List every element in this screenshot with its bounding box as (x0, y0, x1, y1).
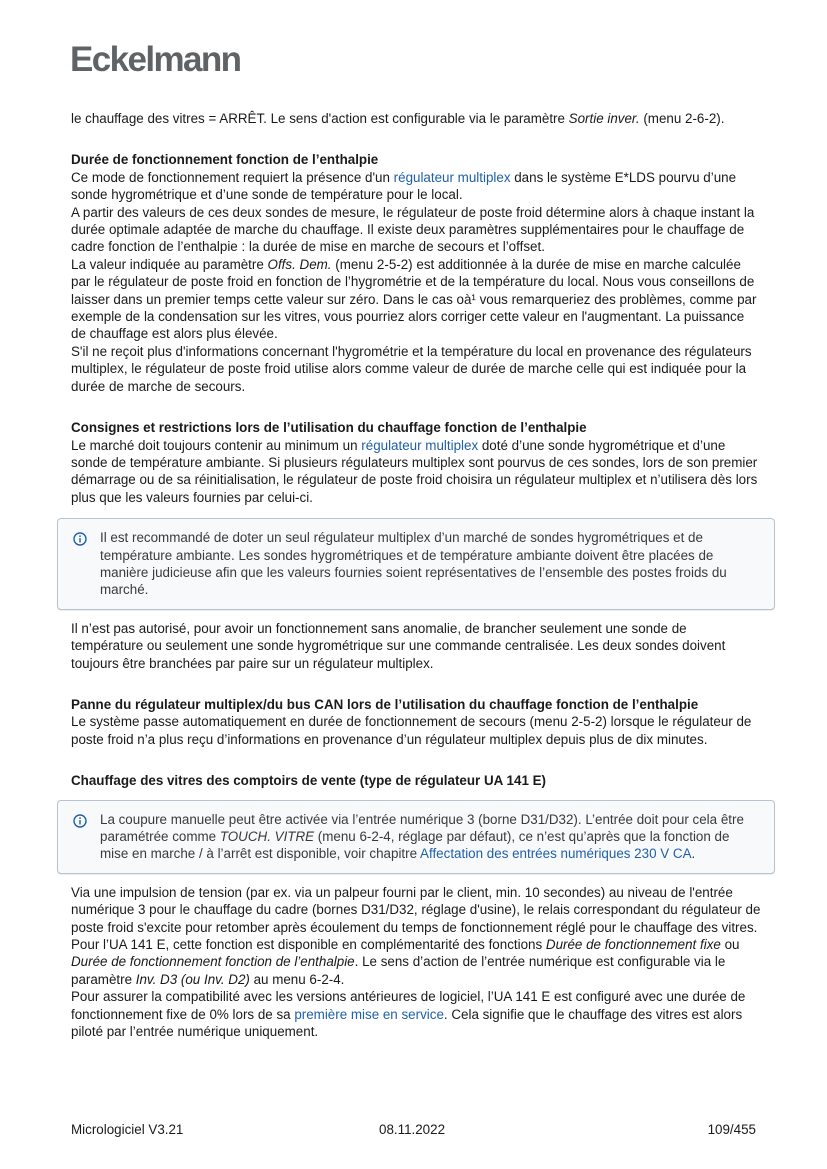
paragraph: La valeur indiquée au paramètre Offs. Dem. (menu 2-5-2) est additionnée à la durée de mise en marche calculée par le régulateur de poste froid en fonction de l’hygrométrie et de la température du local. Nous vous conseillons de laisser dans un premier temps cette valeur sur zéro. Dans le cas oà¹ vous remarqueriez des problèmes, comme par exemple de la condensation sur les vitres, vous pourriez alors corriger cette valeur en l'augmentant. La puissance de chauffage est alors plus élevée. (71, 256, 757, 342)
param-touch-vitre: TOUCH. VITRE (219, 829, 315, 844)
paragraph: A partir des valeurs de ces deux sondes de mesure, le régulateur de poste froid détermine alors à chaque instant la durée optimale adaptée de marche du chauffage. Il existe deux paramètres supplémentaires pour le chauffage de cadre fonction de l’enthalpie : la durée de mise en marche de secours et l’offset. (71, 204, 755, 255)
info-note (57, 518, 775, 610)
link-premiere-mise-en-service[interactable]: première mise en service (294, 1006, 444, 1022)
paragraph: Ce mode de fonctionnement requiert la présence d'un régulateur multiplex dans le système E*LDS pourvu d’une sonde hygrométrique et d’une sonde de température pour le local. (71, 169, 737, 203)
section-heading-consignes: Consignes et restrictions lors de l’utilisation du chauffage fonction de l’enthalpie (71, 420, 587, 436)
paragraph: Via une impulsion de tension (par ex. via un palpeur fourni par le client, min. 10 secondes) au niveau de l'entrée numérique 3 pour le chauffage du cadre (bornes D31/D32, réglage d'usine), le relais correspondant du régulateur de poste froid s'excite pour retomber après écoulement du temps de fonctionnement réglé pour le chauffage des vitres. Pour l’UA 141 E, cette fonction est disponible en complémentarité des fonctions Durée de fonctionnement fixe ou Durée de fonctionnement fonction de l’enthalpie. Le sens d’action de l’entrée numérique est configurable via le paramètre Inv. D3 (ou Inv. D2) au menu 6-2-4. (71, 884, 761, 987)
paragraph: Le système passe automatiquement en durée de fonctionnement de secours (menu 2-5-2) lorsque le régulateur de poste froid n’a plus reçu d’informations en provenance d’un régulateur multiplex depuis plus de dix minutes. (71, 714, 752, 747)
footer-page-number: 109/455 (707, 1122, 756, 1137)
footer-date: 08.11.2022 (379, 1122, 446, 1137)
param-sortie-inver: Sortie inver. (568, 111, 640, 126)
paragraph: Le marché doit toujours contenir au minimum un régulateur multiplex doté d’une sonde hygrométrique et d’une sonde de température ambiante. Si plusieurs régulateurs multiplex sont pourvus de ces sondes, lors de son premier démarrage ou de sa réinitialisation, le régulateur de poste froid choisira un régulateur multiplex et n’utilisera dès lors plus que les valeurs fournies par celui-ci. (71, 437, 758, 505)
note-text: La coupure manuelle peut être activée via l’entrée numérique 3 (borne D31/D32). L’entrée doit pour cela être paramétrée comme TOUCH. VITRE (menu 6-2-4, réglage par défaut), ce n’est qu’après que la fonction de mise en marche / à l’arrêt est disponible, voir chapitre Affectation des entrées numériques 230 V CA. (100, 811, 744, 862)
section-heading-panne: Panne du régulateur multiplex/du bus CAN lors de l’utilisation du chauffage fonction de l’enthalpie (71, 696, 699, 712)
info-icon (73, 814, 87, 828)
link-regulateur-multiplex[interactable]: régulateur multiplex (393, 169, 511, 185)
eckelmann-logo: Eckelmann (70, 40, 241, 79)
param-offs-dem: Offs. Dem. (267, 256, 332, 272)
paragraph: Pour assurer la compatibilité avec les versions antérieures de logiciel, l’UA 141 E est configuré avec une durée de fonctionnement fixe de 0% lors de sa première mise en service. Cela signifie que le chauffage des vitres est alors piloté par l’entrée numérique uniquement. (71, 989, 746, 1040)
section-heading-chauffage-vitres: Chauffage des vitres des comptoirs de vente (type de régulateur UA 141 E) (71, 773, 547, 789)
paragraph: Il n’est pas autorisé, pour avoir un fonctionnement sans anomalie, de brancher seulement une sonde de température ou seulement une sonde hygrométrique sur une commande centralisée. Les deux sondes doivent toujours être branchées par paire sur un régulateur multiplex. (71, 620, 726, 671)
intro-paragraph: le chauffage des vitres = ARRÊT. Le sens d'action est configurable via le paramètre Sortie inver. (menu 2-6-2). (71, 111, 725, 126)
document-body (71, 110, 761, 1040)
link-affectation-entrees[interactable]: Affectation des entrées numériques 230 V CA (420, 846, 692, 862)
info-note (57, 800, 775, 874)
footer-firmware-version: Micrologiciel V3.21 (71, 1122, 184, 1137)
paragraph: S'il ne reçoit plus d'informations concernant l'hygrométrie et la température du local en provenance des régulateurs multiplex, le régulateur de poste froid utilise alors comme valeur de durée de marche celle qui est indiquée pour la durée de marche de secours. (71, 343, 752, 394)
info-icon (73, 532, 87, 546)
section-heading-enthalpie: Durée de fonctionnement fonction de l’enthalpie (71, 152, 379, 168)
link-regulateur-multiplex[interactable]: régulateur multiplex (361, 437, 479, 453)
note-text: Il est recommandé de doter un seul régulateur multiplex d’un marché de sondes hygrométriques et de température ambiante. Les sondes hygrométriques et de température ambiante doivent être placées de manière judicieuse afin que les valeurs fournies soient représentatives de l’ensemble des postes froids du marché. (100, 530, 727, 598)
param-inv-d3: Inv. D3 (ou Inv. D2) (135, 971, 250, 987)
